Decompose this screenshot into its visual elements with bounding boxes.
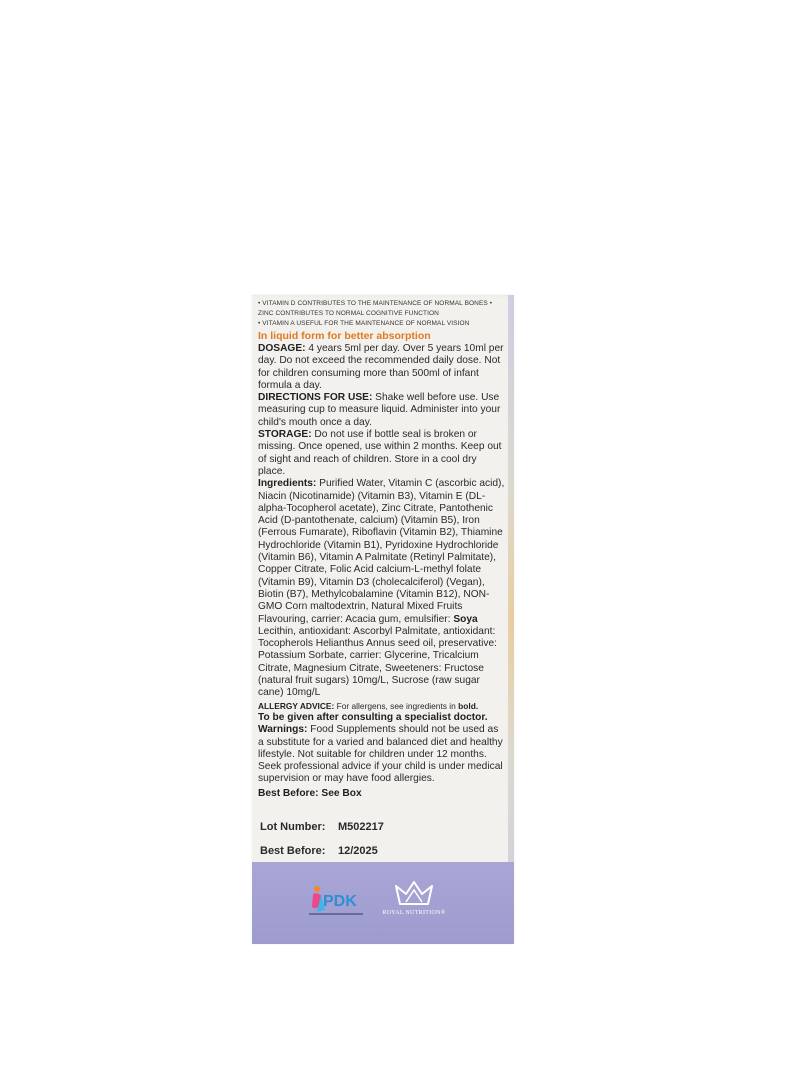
lot-number-label: Lot Number:	[260, 821, 326, 833]
tagline: In liquid form for better absorption	[258, 330, 431, 342]
lot-number-row	[260, 821, 384, 833]
royal-nutrition-logo	[378, 876, 450, 926]
allergy-bold-word: bold.	[458, 700, 479, 711]
warnings-paragraph	[258, 724, 506, 785]
dosage-label: DOSAGE:	[258, 343, 306, 354]
allergen-soya: Soya	[453, 613, 478, 625]
best-before-value: 12/2025	[338, 845, 378, 857]
ingredients-text-2: Lecithin, antioxidant: Ascorbyl Palmitate, antioxidant: Tocopherols Helianthus Annus seed oil, preservative: Potassium Sorbate, carrier: Glycerine, Tricalcium Citrate, Magnesium Citrate, Sweeteners: Fructose (natural fruit sugars) 10mg/L, Sucrose (raw sugar cane) 10mg/L	[258, 625, 497, 699]
ingredients-paragraph	[258, 478, 506, 699]
footer-band	[252, 862, 514, 944]
directions-text: Shake well before use. Use measuring cup to measure liquid. Administer into your child's mouth once a day.	[258, 392, 501, 428]
storage-label: STORAGE:	[258, 429, 312, 441]
ingredients-text-1: Purified Water, Vitamin C (ascorbic acid), Niacin (Nicotinamide) (Vitamin B3), Vitamin E (DL-alpha-Tocopherol acetate), Zinc Citrate, Pantothenic Acid (D-pantothenate, calcium) (Vitamin B5), Iron (Ferrous Fumarate), Riboflavin (Vitamin B2), Thiamine Hydrochloride (Vitamin B1), Pyridoxine Hydrochloride (Vitamin B6), Vitamin A Palmitate (Retinyl Palmitate), Copper Citrate, Folic Acid calcium-L-methyl folate (Vitamin B9), Vitamin D3 (cholecalciferol) (Vegan), Biotin (B7), Methylcobalamine (Vitamin B12), NON-GMO Corn maltodextrin, Natural Mixed Fruits Flavouring, carrier: Acacia gum, emulsifier:	[258, 478, 505, 625]
pdk-logo-text: PDK	[323, 893, 357, 910]
benefit-bullet-2: • VITAMIN A USEFUL FOR THE MAINTENANCE OF NORMAL VISION	[258, 320, 470, 327]
warnings-label: Warnings:	[258, 724, 308, 736]
allergy-paragraph	[258, 700, 506, 712]
box-edge-strip	[508, 295, 514, 944]
lot-number-value: M502217	[338, 821, 384, 833]
dosage-text: 4 years 5ml per day. Over 5 years 10ml per day. Do not exceed the recommended daily dose. Not for children consuming more than 500ml of infant formula a day.	[258, 343, 504, 391]
crown-icon	[378, 876, 450, 910]
dosage-paragraph	[258, 343, 506, 392]
best-before-note: Best Before: See Box	[258, 787, 362, 799]
pdk-logo-icon	[307, 880, 365, 920]
ingredients-label: Ingredients:	[258, 478, 317, 490]
product-box-side-panel	[252, 295, 514, 944]
royal-nutrition-wordmark: ROYAL NUTRITION®	[382, 910, 446, 916]
storage-paragraph	[258, 429, 506, 478]
benefit-bullet-1: • VITAMIN D CONTRIBUTES TO THE MAINTENANCE OF NORMAL BONES • ZINC CONTRIBUTES TO NORMAL COGNITIVE FUNCTION	[258, 300, 493, 317]
warnings-text: Food Supplements should not be used as a substitute for a varied and balanced diet and healthy lifestyle. Not suitable for children under 12 months. Seek professional advice if your child is under medical supervision or may have food allergies.	[258, 724, 503, 785]
allergy-text: For allergens, see ingredients in	[334, 700, 459, 711]
allergy-label: ALLERGY ADVICE:	[258, 700, 335, 711]
directions-paragraph	[258, 392, 506, 429]
best-before-label: Best Before:	[260, 845, 326, 857]
label-text-block	[258, 299, 506, 800]
storage-text: Do not use if bottle seal is broken or missing. Once opened, use within 2 months. Keep out of sight and reach of children. Store in a cool dry place.	[258, 429, 502, 477]
pdk-logo	[307, 880, 365, 928]
consult-notice: To be given after consulting a specialist doctor.	[258, 711, 488, 723]
best-before-row	[260, 845, 378, 857]
directions-label: DIRECTIONS FOR USE:	[258, 392, 373, 404]
